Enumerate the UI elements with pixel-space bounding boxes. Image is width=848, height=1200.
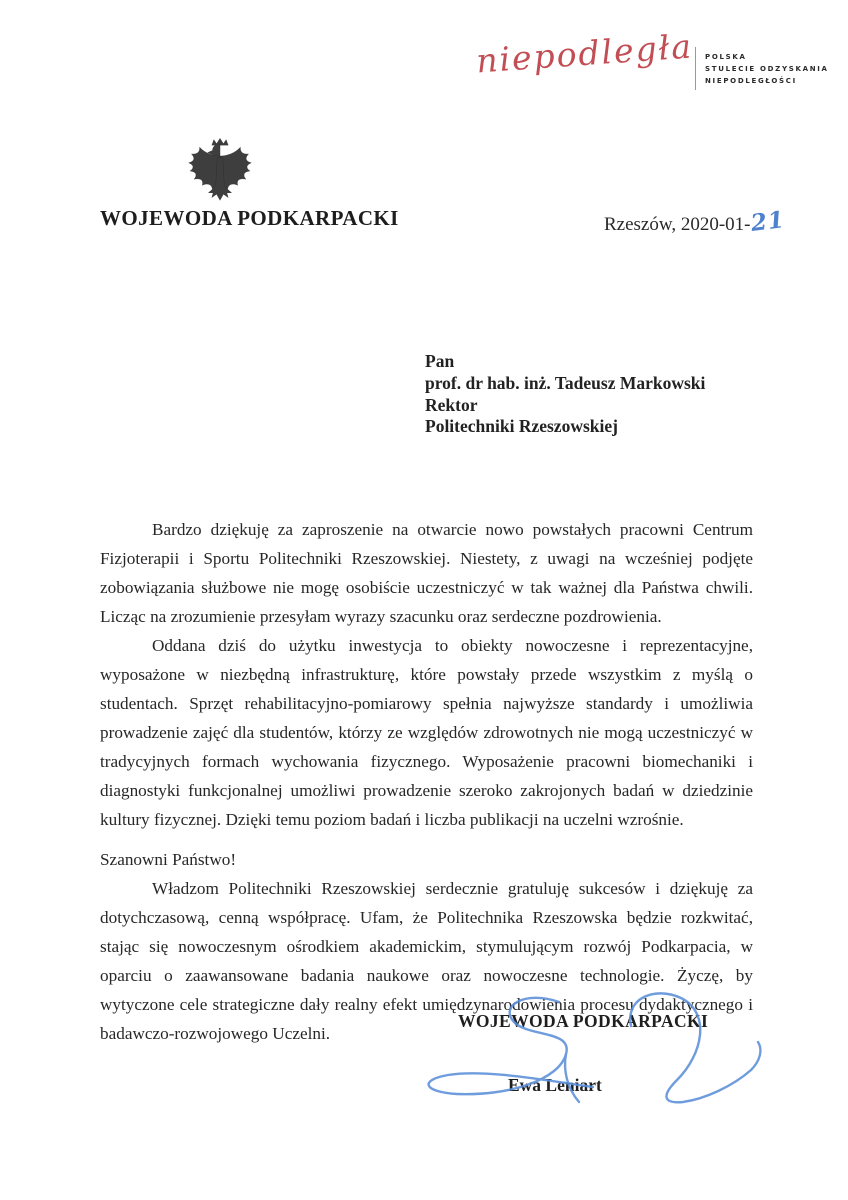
logo-caption-line: NIEPODLEGŁOŚCI <box>705 77 797 85</box>
body-paragraph-3: Władzom Politechniki Rzeszowskiej serdecznie gratuluję sukcesów i dziękuję za dotychczasową, cenną współpracę. Ufam, że Politechnika Rzeszowska będzie rozkwitać, stając się nowoczesnym ośrodkiem akademickim, stymulującym rozwój Podkarpacia, w oparciu o zaawansowane badania naukowe oraz nowoczesne technologie. Życzę, by wytyczone cele strategiczne dały realny efekt umiędzynarodowienia procesu dydaktycznego i badawczo-rozwojowego Uczelni. <box>100 879 753 1043</box>
signer-name: Ewa Leniart <box>508 1075 602 1095</box>
handwritten-signature <box>413 990 803 1122</box>
body-salutation: Szanowni Państwo! <box>100 850 237 869</box>
handwritten-day: 21 <box>748 206 786 237</box>
logo-caption-line: POLSKA <box>705 53 747 61</box>
logo-caption <box>705 51 829 87</box>
polish-eagle-icon <box>186 137 254 205</box>
addressee-institution: Politechniki Rzeszowskiej <box>425 416 618 437</box>
addressee-block <box>425 351 705 438</box>
addressee-name: prof. dr hab. inż. Tadeusz Markowski <box>425 372 706 393</box>
sender-title: WOJEWODA PODKARPACKI <box>100 206 399 230</box>
addressee-position: Rektor <box>425 394 478 415</box>
dateline <box>604 206 786 237</box>
place-date-printed: Rzeszów, 2020-01- <box>604 214 751 235</box>
logo-divider <box>695 47 696 90</box>
signature-title: WOJEWODA PODKARPACKI <box>458 1011 709 1031</box>
letter-body <box>100 515 753 1048</box>
body-paragraph-1: Bardzo dziękuję za zaproszenie na otwarcie nowo powstałych pracowni Centrum Fizjoterapii i Sportu Politechniki Rzeszowskiej. Niestety, z uwagi na wcześniej podjęte zobowiązania służbowe nie mogę osobiście uczestniczyć w tak ważnej dla Państwa chwili. Licząc na zrozumienie przesyłam wyrazy szacunku oraz serdeczne pozdrowienia. <box>100 520 753 626</box>
body-paragraph-2: Oddana dziś do użytku inwestycja to obiekty nowoczesne i reprezentacyjne, wyposażone w niezbędną infrastrukturę, które powstały przede wszystkim z myślą o studentach. Sprzęt rehabilitacyjno-pomiarowy spełnia najwyższe standardy i umożliwia prowadzenie zajęć dla studentów, którzy ze względów zdrowotnych nie mogą uczestniczyć w tradycyjnych formach wychowania fizycznego. Wyposażenie pracowni biomechaniki i diagnostyki funkcjonalnej umożliwi prowadzenie szeroko zakrojonych badań w dziedzinie kultury fizycznej. Dzięki temu poziom badań i liczba publikacji na uczelni wzrośnie. <box>100 636 753 829</box>
niepodlegla-logo <box>468 26 829 100</box>
logo-caption-line: STULECIE ODZYSKANIA <box>705 65 829 73</box>
addressee-salutation: Pan <box>425 351 455 371</box>
niepodlegla-script-text: niepodległa <box>474 26 695 81</box>
